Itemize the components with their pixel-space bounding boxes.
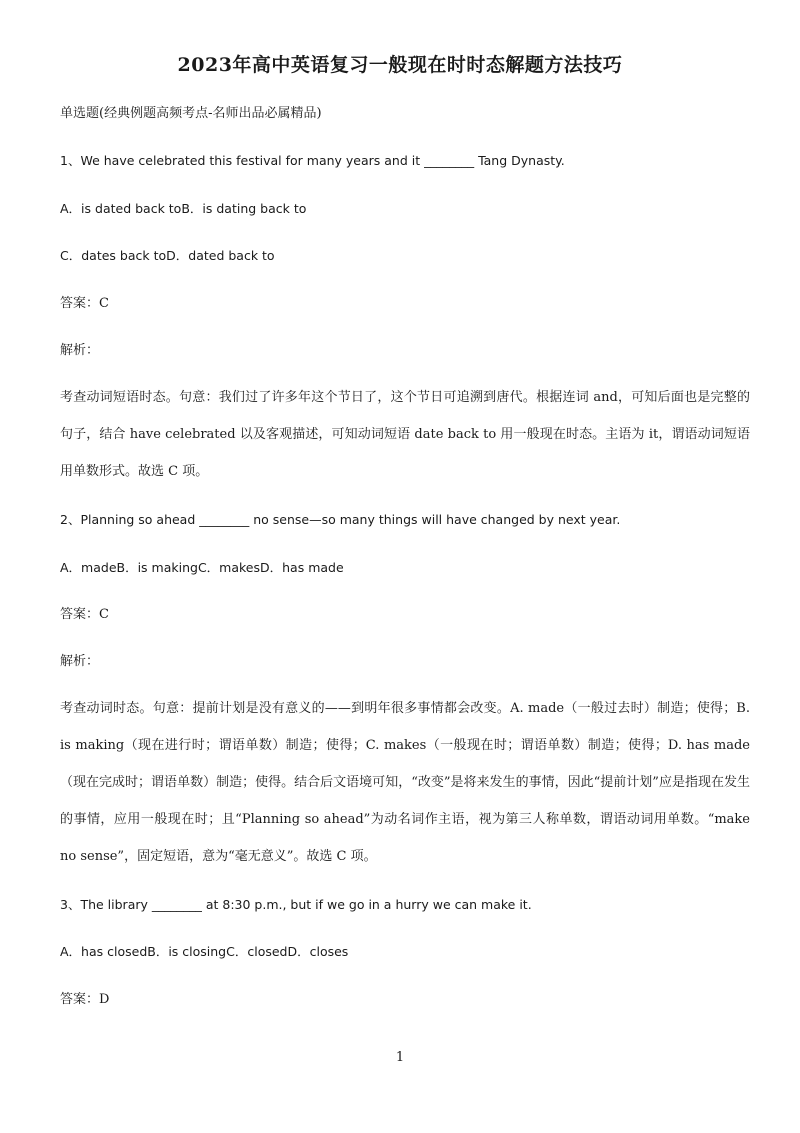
- section-label: 单选题(经典例题高频考点-名师出品必属精品): [60, 106, 322, 121]
- question-1-stem: 1、We have celebrated this festival for many years and it ________ Tang Dynasty.: [60, 153, 565, 168]
- question-1-analysis-label: 解析：: [60, 343, 100, 358]
- question-2-stem: 2、Planning so ahead ________ no sense—so many things will have changed by next year.: [60, 512, 621, 527]
- question-1-analysis: 考查动词短语时态。句意：我们过了许多年这个节日了，这个节日可追溯到唐代。根据连词 and，可知后面也是完整的句子，结合 have celebrated 以及客观描述，可知动词短语 date back to 用一般现在时态。主语为 it，谓语动词短语用单数形式。故选 C 项。: [60, 390, 750, 479]
- page-number: 1: [395, 1050, 405, 1065]
- page-title: 2023年高中英语复习一般现在时时态解题方法技巧: [177, 54, 623, 76]
- question-1-answer: 答案：C: [60, 296, 109, 311]
- question-2-analysis: 考查动词时态。句意：提前计划是没有意义的——到明年很多事情都会改变。A. made（一般过去时）制造；使得；B. is making（现在进行时；谓语单数）制造；使得；C. makes（一般现在时；谓语单数）制造；使得；D. has made（现在完成时；谓语单数）制造；使得。结合后文语境可知，“改变”是将来发生的事情，因此“提前计划”应是指现在发生的事情，应用一般现在时；且“Planning so ahead”为动名词作主语，视为第三人称单数，谓语动词用单数。“make no sense”，固定短语，意为“毫无意义”。故选 C 项。: [60, 701, 750, 864]
- question-3-options: A．has closedB．is closingC．closedD．closes: [60, 944, 349, 959]
- question-3-stem: 3、The library ________ at 8:30 p.m., but if we go in a hurry we can make it.: [60, 897, 532, 912]
- question-2-options: A．madeB．is makingC．makesD．has made: [60, 560, 344, 575]
- question-2-answer: 答案：C: [60, 607, 109, 622]
- question-2-analysis-label: 解析：: [60, 654, 100, 669]
- question-3-answer: 答案：D: [60, 992, 110, 1007]
- question-1-options-a-b: A．is dated back toB．is dating back to: [60, 201, 307, 216]
- question-1-options-c-d: C．dates back toD．dated back to: [60, 248, 275, 263]
